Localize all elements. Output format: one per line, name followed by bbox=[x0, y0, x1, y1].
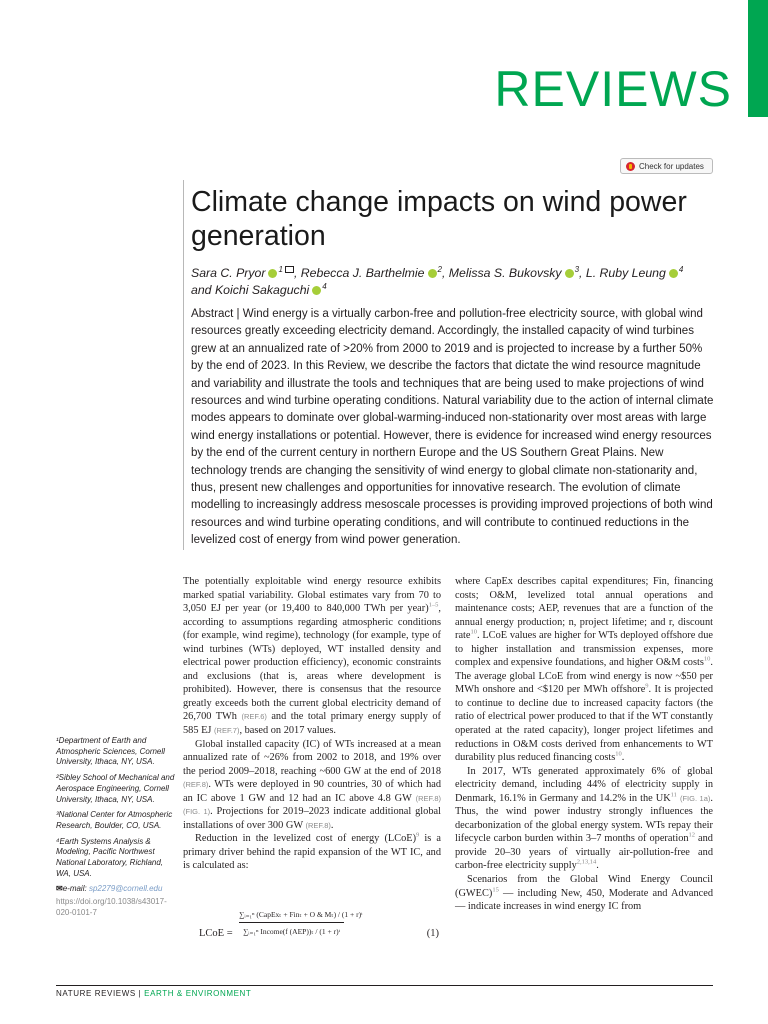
journal-footer bbox=[56, 989, 251, 998]
author-name[interactable]: Sara C. Pryor bbox=[191, 266, 266, 280]
abstract-text: Wind energy is a virtually carbon-free and pollution-free electricity source, with global wind resources greatly exceeding electricity demand. Accordingly, the installed capacity of wind turbines grew at an annualized rate of >20% from 2000 to 2019 and is projected to increase by a further 50% by the end of 2023. In this Review, we describe the factors that dictate the wind resource magnitude and variability and illustrate the tools and techniques that are being used to make projections of wind resources and wind turbine operating conditions. Natural variability due to the action of internal climate modes appears to dominate over global-warming-induced non-stationarity over most areas with large wind energy installations or potential. However, there is evidence for increased wind energy resources by the end of the current century in northern Europe and the US Southern Great Plains. New technology trends are changing the sensitivity of wind energy to global climate non-stationarity and, thus, present new challenges and opportunities for innovative research. The evolution of climate modelling to increasingly address mesoscale processes is providing improved projections of both wind resources and wind turbine operating conditions, and will contribute to continued reductions in the levelized cost of energy from wind power generation. bbox=[191, 308, 714, 547]
author-name[interactable]: Rebecca J. Barthelmie bbox=[300, 266, 425, 280]
equation-number: (1) bbox=[426, 928, 439, 939]
section-color-bar bbox=[748, 0, 768, 117]
journal-subtitle: EARTH & ENVIRONMENT bbox=[144, 989, 252, 998]
equation-lcoe bbox=[183, 908, 441, 964]
author-affiliation: 4 bbox=[322, 281, 327, 291]
citation[interactable]: (REF.7) bbox=[214, 726, 240, 736]
citation[interactable]: (REF.6) bbox=[241, 712, 267, 722]
citation[interactable]: (REF.8) bbox=[415, 793, 441, 803]
affiliations-sidebar bbox=[56, 736, 180, 924]
check-for-updates-button[interactable] bbox=[620, 158, 713, 174]
citation[interactable]: 10 bbox=[703, 655, 711, 663]
orcid-icon[interactable] bbox=[565, 269, 574, 278]
doi-link[interactable]: https://doi.org/10.1038/s43017-020-0101-7 bbox=[56, 897, 167, 917]
author-affiliation: 4 bbox=[678, 264, 684, 274]
abstract-label: Abstract | bbox=[191, 308, 243, 320]
equation-numerator: ∑ᵢ₌₁ⁿ (CapExₜ + Finₜ + O & Mₜ) / (1 + r)ᵗ bbox=[239, 908, 344, 923]
citation[interactable]: 12 bbox=[688, 831, 696, 839]
citation[interactable]: 9 bbox=[645, 682, 649, 690]
author-name[interactable]: L. Ruby Leung bbox=[585, 266, 666, 280]
body-column-left bbox=[183, 575, 441, 873]
citation[interactable]: 9 bbox=[416, 831, 420, 839]
journal-name: NATURE REVIEWS | bbox=[56, 989, 145, 998]
citation[interactable]: 2,13,14 bbox=[576, 859, 597, 867]
citation[interactable]: 1–5 bbox=[428, 601, 439, 609]
paragraph: where CapEx describes capital expenditures; Fin, financing costs; O&M, levelized total annual operations and maintenance costs; AEP, revenues that are a function of the annual energy production; n, project lifetime; and r, discount rate$^{10}$. LCoE values are higher for WTs deployed offshore due to higher installation and transmission expenses, more complex and expensive foundations, and higher O&M costs$^{10}$. The average global LCoE from wind energy is now ~$50 per MWh onshore and <$120 per MWh offshore$^9$. It is projected to continue to decline due to increased capacity factors (the ratio of electrical power produced to that if the WT constantly operated at the rated capacity), longer project lifetimes and reductions in O&M costs derived from enhancements to WT durability plus reduced financing costs$^{10}$. bbox=[455, 576, 713, 764]
orcid-icon[interactable] bbox=[428, 269, 437, 278]
body-column-right bbox=[455, 575, 713, 914]
figure-link[interactable]: (FIG. 1) bbox=[183, 807, 211, 817]
author-affiliation: 2 bbox=[437, 264, 442, 274]
email-label: e-mail: bbox=[62, 884, 89, 894]
equation-lhs: LCoE = bbox=[199, 928, 233, 939]
author-name[interactable]: Melissa S. Bukovsky bbox=[448, 266, 562, 280]
author-list: Sara C. Pryor $^1$ , Rebecca J. Barthelmie $^2$, Melissa S. Bukovsky $^3$, L. Ruby Leung $^4$ and Koichi Sakaguchi $^4$ bbox=[191, 264, 684, 297]
equation-fraction bbox=[239, 908, 363, 939]
paragraph: Reduction in the levelized cost of energy (LCoE)$^9$ is a primary driver behind the rapid expansion of the WT IC, and is calculated as: bbox=[183, 831, 441, 872]
equation-denominator: ∑ᵢ₌₁ⁿ Income(f (AEP))ₜ / (1 + r)ᵗ bbox=[242, 927, 341, 936]
footer-divider bbox=[56, 985, 713, 986]
citation[interactable]: 11 bbox=[670, 791, 677, 799]
orcid-icon[interactable] bbox=[268, 269, 277, 278]
citation[interactable]: 10 bbox=[615, 750, 622, 758]
check-for-updates-label: Check for updates bbox=[639, 162, 704, 171]
paragraph: Scenarios from the Global Wind Energy Council (GWEC)$^{15}$ — including New, 450, Moderate and Advanced — indicate increases in wind energy IC from bbox=[455, 874, 713, 913]
mail-icon: ✉ bbox=[56, 884, 63, 894]
crossmark-icon bbox=[626, 162, 635, 171]
citation[interactable]: (REF.8) bbox=[183, 780, 209, 790]
orcid-icon[interactable] bbox=[669, 269, 678, 278]
figure-link[interactable]: (FIG. 1a) bbox=[679, 793, 711, 803]
orcid-icon[interactable] bbox=[312, 286, 321, 295]
title-divider bbox=[183, 180, 184, 550]
citation[interactable]: 10 bbox=[470, 628, 478, 636]
abstract bbox=[191, 306, 714, 550]
citation[interactable]: (REF.8) bbox=[305, 820, 331, 830]
paragraph: In 2017, WTs generated approximately 6% of global electricity demand, including 44% of electricity supply in Denmark, 16.1% in Germany and 14.2% in the UK$^{11}$ (FIG. 1a). Thus, the wind power industry strongly influences the decarbonization of the global energy system. WTs repay their lifecycle carbon burden within 3–7 months of operation$^{12}$ and provide 20–30 years of virtually air-pollution-free and carbon-free electricity supply$^{2,13,14}$. bbox=[455, 765, 713, 872]
section-header: REVIEWS bbox=[494, 61, 732, 117]
affiliation: ²Sibley School of Mechanical and Aerospace Engineering, Cornell University, Ithaca, NY, USA. bbox=[56, 773, 175, 804]
affiliation: ³National Center for Atmospheric Research, Boulder, CO, USA. bbox=[56, 810, 173, 830]
paragraph: Global installed capacity (IC) of WTs increased at a mean annualized rate of ~26% from 2002 to 2018, and 19% over the period 2009–2018, reaching ~600 GW at the end of 2018 (REF.8). WTs were deployed in 90 countries, 30 of which had an IC above 1 GW and 12 had an IC above 4.8 GW (REF.8) (FIG. 1). Projections for 2019–2023 indicate additional global installations of over 300 GW (REF.8). bbox=[183, 738, 441, 831]
email-icon[interactable] bbox=[285, 266, 294, 273]
paragraph: The potentially exploitable wind energy resource exhibits marked spatial variability. Global estimates vary from 70 to 3,050 EJ per year (or 19,400 to 840,000 TWh per year)$^{1-5}$, according to assumptions regarding atmospheric conditions (for example, wind regime), technology (for example, type of wind turbines (WTs) deployed, WT installed density and electrical power production efficiency), economic constraints and exclusions (that is, areas where development is prohibited). However, there is consensus that the resource greatly exceeds both the current global electricity demand of 26,700 TWh (REF.6) and the total primary energy supply of 585 EJ (REF.7), based on 2017 values. bbox=[183, 576, 441, 737]
citation[interactable]: 15 bbox=[492, 886, 499, 894]
email-link[interactable]: sp2279@cornell.edu bbox=[88, 884, 163, 894]
affiliation: ¹Department of Earth and Atmospheric Sciences, Cornell University, Ithaca, NY, USA. bbox=[56, 736, 165, 767]
article-title: Climate change impacts on wind power generation bbox=[191, 186, 687, 252]
author-name[interactable]: Koichi Sakaguchi bbox=[214, 283, 310, 297]
affiliation: ⁴Earth Systems Analysis & Modeling, Pacific Northwest National Laboratory, Richland, WA, USA. bbox=[56, 836, 164, 878]
author-affiliation: 1 bbox=[278, 264, 283, 274]
author-affiliation: 3 bbox=[574, 264, 580, 274]
